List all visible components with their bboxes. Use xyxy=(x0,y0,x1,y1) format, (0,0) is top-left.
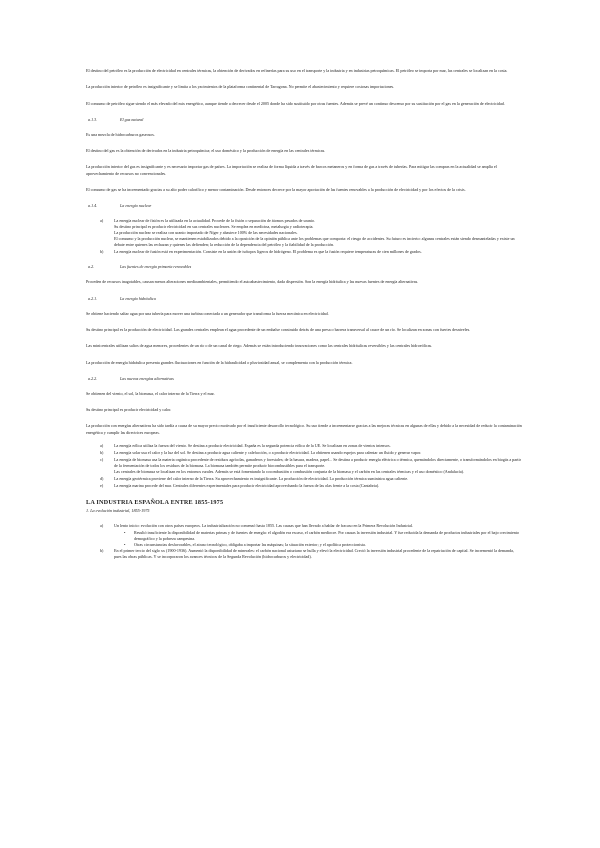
section-title: El gas natural xyxy=(120,116,144,122)
paragraph-alt-destination: Su destino principal es producir electricidad y calor. xyxy=(86,407,172,413)
nuclear-fission-destination: Su destino principal es producir electricidad en sus centrales nucleares. Se emplea en medicina, metalurgia y radioterapia. xyxy=(114,224,314,230)
section-heading-renewables xyxy=(88,264,522,270)
section-heading-alternatives xyxy=(88,376,522,382)
chapter-subtitle: 1. La evolución industrial, 1855-1975 xyxy=(86,508,150,514)
chapter-title: LA INDUSTRIA ESPAÑOLA ENTRE 1855-1975 xyxy=(86,499,224,507)
paragraph-gas-production: La producción interior del gas es insignificante y es necesario importar gas de países. La importación se realiza de forma líquida a través de barcos metaneros y en forma de gas a través de tuberías. Para mitigar las compras en la actualidad se amplía el aprovechamiento de recursos no convencionales. xyxy=(86,164,497,176)
list-item: b) La energía nuclear de fusión está en experimentación. Consiste en la unión de isótopos ligeros de hidrógeno. El problema es que la fusión requiere temperaturas de cien millones de grados. xyxy=(86,249,522,255)
renewables-list xyxy=(86,443,522,489)
bullet-item xyxy=(86,530,522,542)
section-number: a.2.1. xyxy=(88,295,98,301)
paragraph-hydro-production: La producción de energía hidráulica presenta grandes fluctuaciones en función de la hidraulicidad o pluviosidad anual, se complementa con la producción térmica. xyxy=(86,359,353,365)
solar-energy-text: La energía solar usa el calor y la luz del sol. Se destina a producir agua caliente y calefacción, o a producir electricidad. La obtienen usando espejos para calentar un fluido y generar vapor. xyxy=(114,450,422,456)
industry-first-third-text: En el primer tercio del siglo xx (1900-1936). Aumentó la disponibilidad de minerales: el carbón nacional asturiano se hulla y elevó la electricidad. Creció la inversión industrial procedente de la repatriación de capital. Se incrementó la demanda, pues las obras públicas. Y se incorporaron los avances técnicos de la Segunda Revolución (hidrocarburos y electricidad). xyxy=(114,548,514,560)
paragraph-gas-consumption: El consumo de gas se ha incrementado gracias a su alto poder calorífico y menor contaminación. Desde entonces decrece por la mayor aportación de las fuentes renovables a la producción de electricidad y por los efectos de la crisis. xyxy=(86,187,466,193)
list-item: a) La energía eólica utiliza la fuerza del viento. Se destina a producir electricidad. España es la segunda potencia eólica de la UE. Se localizan en zonas de vientos intensos. xyxy=(86,443,522,449)
nuclear-fission-consumption: El consumo y la producción nuclear, se mantienen estabilizados debido a la oposición de la opinión pública ante los problemas que comporta: el riesgo de accidentes. Su futuro es incierto: algunas centrales están siendo desmanteladas y existe un debate entre quienes las rechazan y quienes las defienden; la reducción de la dependencia del petróleo y la fiabilidad de la producción. xyxy=(114,236,515,248)
biomass-energy-text: La energía de biomasa usa la materia orgánica procedente de residuos agrícolas, ganaderos y forestales; de la basura, madera, papel... Se destina a producir energía eléctrica o térmica, quemándolos directamente, o transformándolos en biogás a partir de la fermentación de todos los residuos de la biomasa. La biomasa también permite producir biocombustibles para el transporte. xyxy=(114,457,522,469)
industry-slow-start-text: Un lento inicio: evolución con otros países europeos. La industrialización no comenzó hasta 1855. Las causas que han llevado a hablar de fracaso en la Primera Revolución Industrial. xyxy=(114,523,413,529)
paragraph-hydro-obtain: Se obtiene haciendo saltar agua por una tubería para mover una turbina conectada a un generador que transforma la fuerza mecánica en electricidad. xyxy=(86,310,329,316)
nuclear-fission-production: La producción nuclear se realiza con uranio importado de Níger y abastece 100% de las necesidades nacionales. xyxy=(114,230,298,236)
section-title: Las nuevas energías alternativas xyxy=(120,375,174,381)
wind-energy-text: La energía eólica utiliza la fuerza del viento. Se destina a producir electricidad. España es la segunda potencia eólica de la UE. Se localizan en zonas de vientos intensos. xyxy=(114,443,391,449)
marine-energy-text: La energía marina procede del mar. Centrales diferentes experimentales para producir electricidad aprovechando la fuerza de las olas frente a la costa (Cantabria). xyxy=(114,483,380,489)
geothermal-energy-text: La energía geotérmica proviene del calor interno de la Tierra. Su aprovechamiento es insignificante. La producción de electricidad. La producción térmica suministra agua caliente. xyxy=(114,476,409,482)
section-number: a.2. xyxy=(88,264,95,270)
paragraph-renewables: Proceden de recursos inagotables, causan menos alteraciones medioambientales, permitiendo el autoabastecimiento, dada dispersión. Son la energía hidráulica y las nuevas fuentes de energía alternativas. xyxy=(86,279,419,285)
industry-cause-resources: Resultó insuficiente la disponibilidad de materias primas y de fuentes de energía: el algodón era escaso, el carbón mediocre. Por causas la inversión industrial. Y fue reducida la demanda de productos industriales por el bajo crecimiento demográfico y la pobreza campesina. xyxy=(134,530,519,542)
list-item: a) Un lento inicio: evolución con otros países europeos. La industrialización no comenzó hasta 1855. Las causas que han llevado a hablar de fracaso en la Primera Revolución Industrial. xyxy=(86,523,522,529)
nuclear-fission-text: La energía nuclear de fisión es la utilizada en la actualidad. Procede de la fisión o separación de átomos pesados de uranio. xyxy=(114,218,316,224)
section-number: a.2.2. xyxy=(88,375,98,381)
paragraph-oil-destination: El destino del petróleo es la producción de electricidad en centrales térmicas, la obtención de derivados en refinerías para su uso en el transporte y la industria y en industrias petroquímicas. El petróleo se importa por mar, las centrales se localizan en la costa. xyxy=(86,68,508,73)
list-item: b) La energía solar usa el calor y la luz del sol. Se destina a producir agua caliente y calefacción, o a producir electricidad. La obtienen usando espejos para calentar un fluido y generar vapor. xyxy=(86,450,522,456)
section-title: La energía hidráulica xyxy=(120,295,156,301)
section-number: a.1.3. xyxy=(88,116,98,122)
list-item: b) En el primer tercio del siglo xx (1900-1936). Aumentó la disponibilidad de minerales: el carbón nacional asturiano se hulla y elevó la electricidad. Creció la inversión industrial procedente de la repatriación de capital. Se incrementó la demanda, pues las obras públicas. Y se incorporaron los avances técnicos de la Segunda Revolución (hidrocarburos y electricidad). xyxy=(86,548,522,560)
section-number: a.1.4. xyxy=(88,203,98,209)
list-item: c) La energía de biomasa usa la materia orgánica procedente de residuos agrícolas, ganaderos y forestales; de la basura, madera, papel... Se destina a producir energía eléctrica o térmica, quemándolos directamente, o transformándolos en biogás a partir de la fermentación de todos los residuos de la biomasa. La biomasa también permite producir biocombustibles para el transporte. Las centrales de biomasa se localizan en los entornos rurales. Además se está fomentando la cocombustión o combustión conjunta de la biomasa y el carbón en las centrales térmicas y el uso doméstico (Andalucía). xyxy=(100,457,522,475)
industry-list xyxy=(86,523,522,560)
nuclear-list xyxy=(86,218,522,255)
bullet-icon: • xyxy=(124,530,126,536)
bullet-icon: • xyxy=(124,542,126,548)
section-heading-gas xyxy=(88,117,522,123)
section-heading-nuclear xyxy=(88,203,522,209)
paragraph-oil-production: La producción interior de petróleo es insignificante y se limita a los yacimientos de la plataforma continental de Tarragona. No permite el abastecimiento y requiere costosas importaciones. xyxy=(86,84,395,90)
paragraph-gas-definition: Es una mezcla de hidrocarburos gaseosos. xyxy=(86,131,155,137)
paragraph-oil-consumption: El consumo de petróleo sigue siendo el más elevado del mix energético, aunque tiende a decrecer desde el 2005 donde ha sido sustituido por otras fuentes. Además se prevé un continuo descenso por su sustitución por el gas en la generación de electricidad. xyxy=(86,100,505,106)
biomass-energy-location: Las centrales de biomasa se localizan en los entornos rurales. Además se está fomentando la cocombustión o combustión conjunta de la biomasa y el carbón en las centrales térmicas y el uso doméstico (Andalucía). xyxy=(114,469,465,475)
paragraph-hydro-destination: Su destino principal es la producción de electricidad. Las grandes centrales emplean el agua procedente de un embalse construido detrás de una presa o barrera transversal al cauce de un río. Se localizan en zonas con fuertes desniveles. xyxy=(86,326,471,332)
nuclear-fusion-text: La energía nuclear de fusión está en experimentación. Consiste en la unión de isótopos ligeros de hidrógeno. El problema es que la fusión requiere temperaturas de cien millones de grados. xyxy=(114,249,422,255)
list-item: a) La energía nuclear de fisión es la utilizada en la actualidad. Procede de la fisión o separación de átomos pesados de uranio. Su destino principal es producir electricidad en sus centrales nucleares. Se emplea en medicina, metalurgia y radioterapia. La producción nuclear se realiza con uranio importado de Níger y abastece 100% de las necesidades nacionales. El consumo y la producción nuclear, se mantienen estabilizados debido a la oposición de la opinión pública ante los problemas que comporta: el riesgo de accidentes. Su futuro es incierto: algunas centrales están siendo desmanteladas y existe un debate entre quienes las rechazan y quienes las defienden; la reducción de la dependencia del petróleo y la fiabilidad de la producción. xyxy=(86,218,522,248)
section-heading-hydro xyxy=(88,296,522,302)
paragraph-alt-production: La producción con energías alternativas ha sido tardía a causa de su mayor precio motivado por el insuficiente desarrollo tecnológico. Su uso tiende a incrementarse gracias a las mejoras técnicas en algunas de ellas y debido a la necesidad de reducir la contaminación energética y cumplir las directrices europeas. xyxy=(86,423,522,435)
section-title: Las fuentes de energía primaria renovables xyxy=(120,264,192,270)
paragraph-hydro-mini: Las minicentrales utilizan saltos de agua menores, procedentes de un río o de un canal de riego. Además se están introduciendo innovaciones como las centrales hidráulicas reversibles y las centrales hidroeólicas. xyxy=(86,343,433,349)
industry-cause-tech: Otras circunstancias desfavorables, el atraso tecnológico, obligaba a importar las máquinas; la situación exterior; y el apolítica proteccionista. xyxy=(134,542,366,548)
paragraph-gas-destination: El destino del gas es la obtención de derivados en la industria petroquímica; el uso doméstico y la producción de energía en las centrales térmicas. xyxy=(86,148,326,154)
list-item: d) La energía geotérmica proviene del calor interno de la Tierra. Su aprovechamiento es insignificante. La producción de electricidad. La producción térmica suministra agua caliente. xyxy=(86,476,522,482)
paragraph-alt-obtain: Se obtienen del viento, el sol, la biomasa, el calor interno de la Tierra y el mar. xyxy=(86,390,215,396)
list-item: e) La energía marina procede del mar. Centrales diferentes experimentales para producir electricidad aprovechando la fuerza de las olas frente a la costa (Cantabria). xyxy=(86,483,522,489)
section-title: La energía nuclear xyxy=(120,203,152,209)
